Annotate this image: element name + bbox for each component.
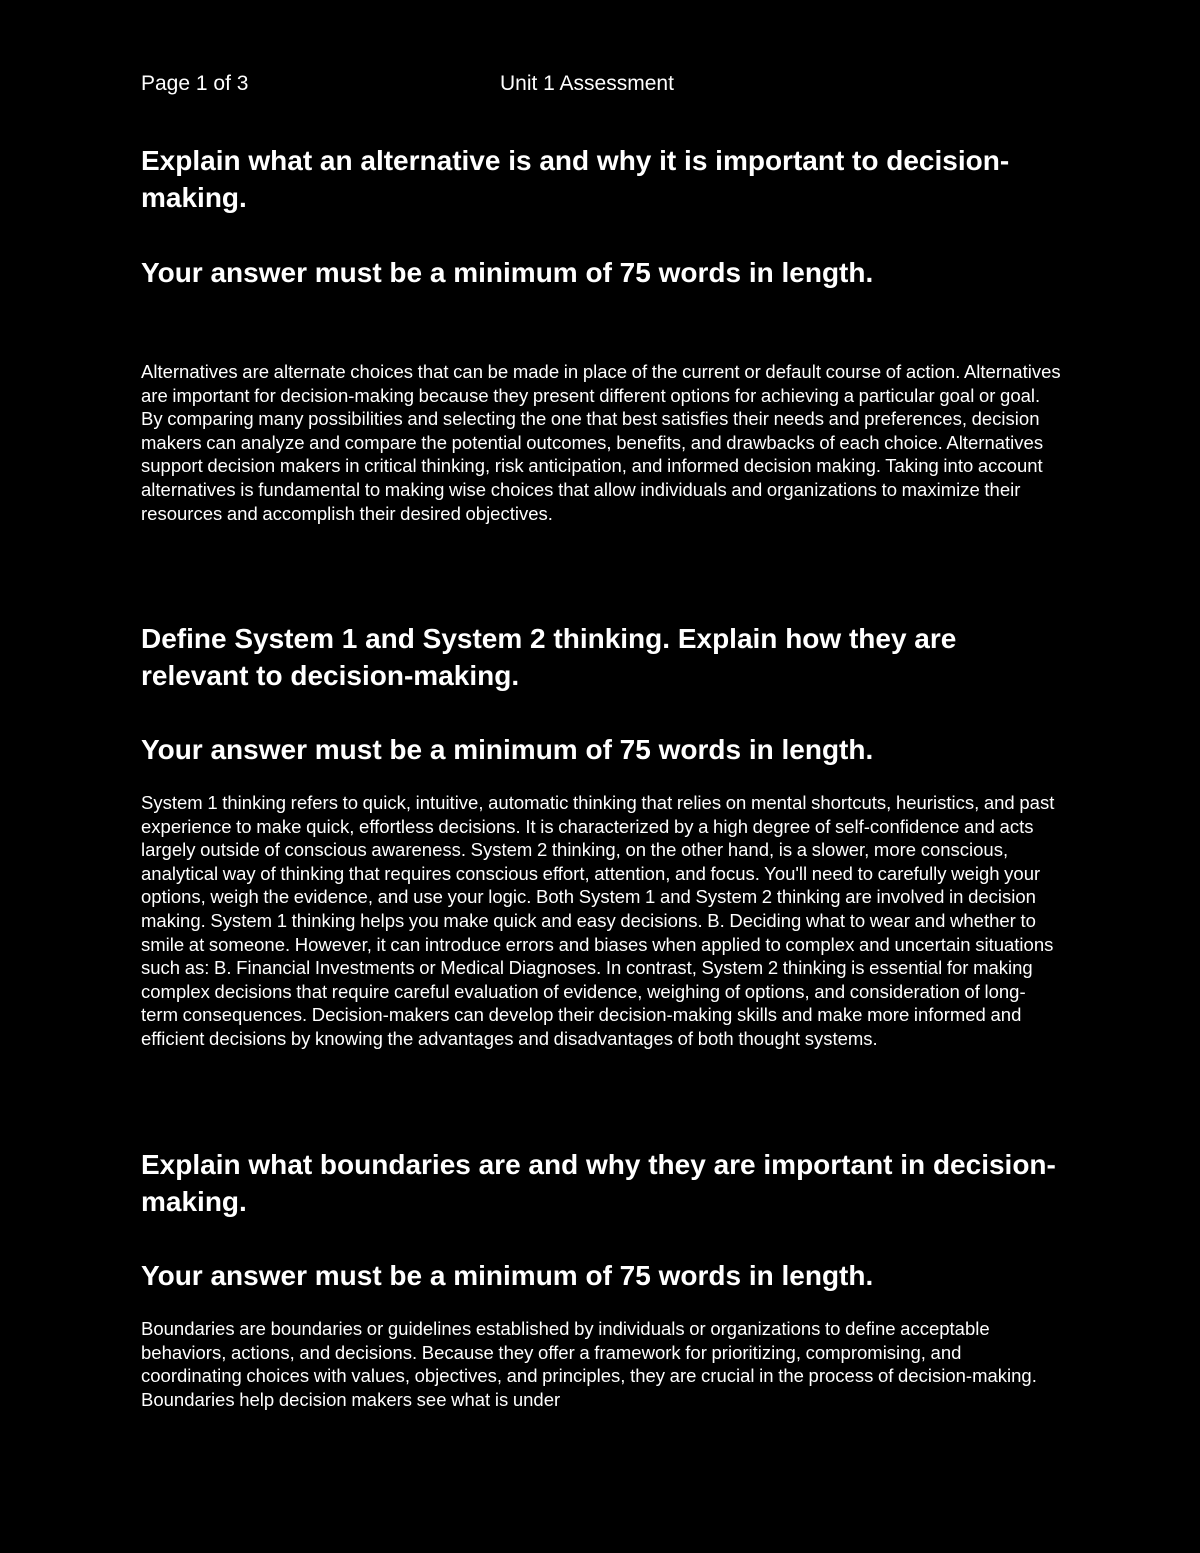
answer-text: System 1 thinking refers to quick, intuitive, automatic thinking that relies on mental shortcuts, heuristics, and past experience to make quick, effortless decisions. It is characterized by a high degree of self-confidence and acts largely outside of conscious awareness. System 2 thinking, on the other hand, is a slower, more conscious, analytical way of thinking that requires conscious effort, attention, and focus. You'll need to carefully weigh your options, weigh the evidence, and use your logic. Both System 1 and System 2 thinking are involved in decision making. System 1 thinking helps you make quick and easy decisions. B. Deciding what to wear and whether to smile at someone. However, it can introduce errors and biases when applied to complex and uncertain situations such as: B. Financial Investments or Medical Diagnoses. In contrast, System 2 thinking is essential for making complex decisions that require careful evaluation of evidence, weighing of options, and consideration of long-term consequences. Decision-makers can develop their decision-making skills and make more informed and efficient decisions by knowing the advantages and disadvantages of both thought systems. bbox=[141, 792, 1055, 1049]
answer-text: Alternatives are alternate choices that can be made in place of the current or default course of action. Alternatives are important for decision-making because they present different options for achieving a particular goal or goal. By comparing many possibilities and selecting the one that best satisfies their needs and preferences, decision makers can analyze and compare the potential outcomes, benefits, and drawbacks of each choice. Alternatives support decision makers in critical thinking, risk anticipation, and informed decision making. Taking into account alternatives is fundamental to making wise choices that allow individuals and organizations to maximize their resources and accomplish their desired objectives. bbox=[141, 361, 1061, 524]
answer-text: Boundaries are boundaries or guidelines established by individuals or organizations to define acceptable behaviors, actions, and decisions. Because they offer a framework for prioritizing, compromising, and coordinating choices with values, objectives, and principles, they are crucial in the process of decision-making. Boundaries help decision makers see what is under bbox=[141, 1318, 1037, 1410]
question-heading: Explain what boundaries are and why they are important in decision-making. bbox=[141, 1149, 1056, 1217]
document-title: Unit 1 Assessment bbox=[500, 72, 674, 95]
word-requirement: Your answer must be a minimum of 75 words in length. bbox=[141, 257, 874, 288]
question-heading: Define System 1 and System 2 thinking. Explain how they are relevant to decision-making. bbox=[141, 623, 957, 691]
word-requirement: Your answer must be a minimum of 75 words in length. bbox=[141, 1260, 874, 1291]
question-heading: Explain what an alternative is and why it is important to decision-making. bbox=[141, 145, 1010, 213]
word-requirement: Your answer must be a minimum of 75 words in length. bbox=[141, 734, 874, 765]
page-number: Page 1 of 3 bbox=[141, 72, 249, 95]
